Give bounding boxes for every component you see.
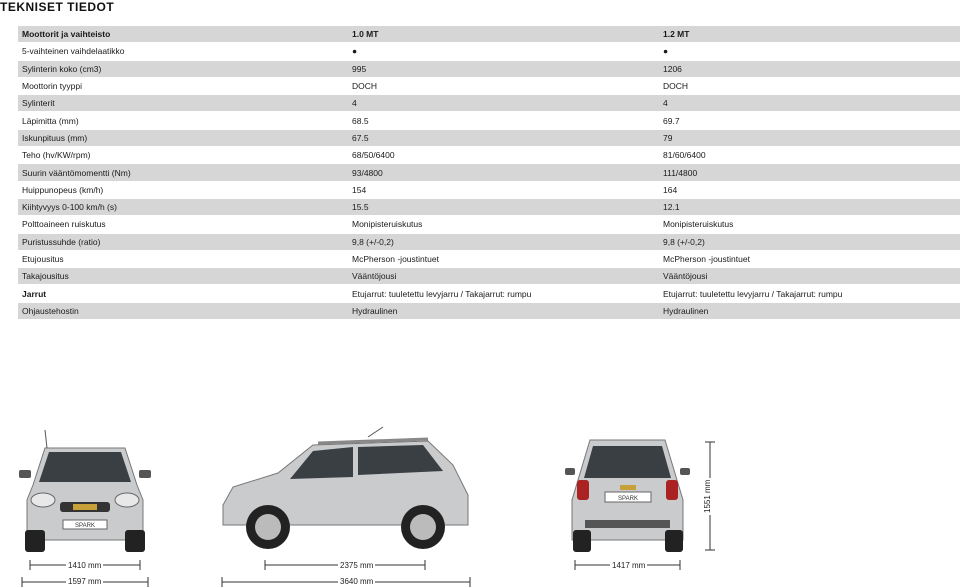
header-label: Moottorit ja vaihteisto [22, 29, 111, 40]
header-col-2: 1.2 MT [663, 29, 690, 40]
row-label: Puristussuhde (ratio) [22, 236, 101, 247]
table-row [18, 147, 960, 164]
table-row [18, 199, 960, 216]
length-label: 3640 mm [340, 577, 374, 586]
table-row [18, 251, 960, 268]
table-row [18, 78, 960, 95]
row-value-2: 164 [663, 184, 678, 195]
row-value-1: 995 [352, 63, 367, 74]
row-value-2: Hydraulinen [663, 305, 709, 316]
table-row [18, 164, 960, 181]
row-value-2: Monipisteruiskutus [663, 219, 734, 230]
car-rear-view [565, 430, 690, 555]
row-value-1: Vääntöjousi [352, 271, 397, 282]
row-value-1: McPherson -joustintuet [352, 254, 439, 264]
front-width-label: 1597 mm [68, 577, 102, 586]
car-side-view [218, 425, 473, 555]
height-label: 1551 mm [703, 479, 712, 513]
table-row [18, 285, 960, 302]
row-value-1: 67.5 [352, 132, 369, 143]
row-label: Sylinterit [22, 98, 55, 109]
row-value-2: Vääntöjousi [663, 271, 708, 282]
table-row [18, 216, 960, 233]
row-label: Huippunopeus (km/h) [22, 184, 104, 195]
row-label: Takajousitus [22, 271, 69, 282]
row-value-1: 4 [352, 98, 357, 109]
row-value-1: 154 [352, 184, 367, 195]
row-value-1: 68/50/6400 [352, 150, 395, 161]
row-value-1: Monipisteruiskutus [352, 219, 423, 230]
table-row [18, 268, 960, 285]
row-value-2: Etujarrut: tuuletettu levyjarru / Takajarrut: rumpu [663, 288, 843, 299]
row-value-1: 15.5 [352, 202, 369, 213]
car-front-view [15, 430, 155, 555]
rear-track-label: 1417 mm [612, 561, 646, 570]
front-track-label: 1410 mm [68, 561, 102, 570]
table-row [18, 43, 960, 60]
row-value-2: ● [663, 46, 669, 57]
spec-table [18, 26, 960, 320]
row-label: Läpimitta (mm) [22, 115, 79, 126]
row-label: Suurin vääntömomentti (Nm) [22, 167, 131, 178]
row-value-2: DOCH [663, 81, 689, 92]
table-header [18, 26, 960, 43]
row-value-2: 12.1 [663, 202, 680, 213]
row-value-1: 9,8 (+/-0,2) [352, 236, 394, 247]
row-value-2: 81/60/6400 [663, 150, 706, 161]
row-label: Etujousitus [22, 254, 64, 264]
row-value-1: DOCH [352, 81, 378, 92]
row-label: 5-vaihteinen vaihdelaatikko [22, 46, 125, 57]
row-label: Sylinterin koko (cm3) [22, 63, 102, 74]
row-value-1: ● [352, 46, 358, 57]
wheelbase-label: 2375 mm [340, 561, 374, 570]
table-row [18, 234, 960, 251]
table-row [18, 130, 960, 147]
table-row [18, 303, 960, 320]
table-row [18, 95, 960, 112]
row-value-2: 111/4800 [663, 167, 698, 178]
rear-plate: SPARK [618, 496, 638, 502]
page-title: TEKNISET TIEDOT [0, 0, 115, 14]
row-value-2: 79 [663, 132, 673, 143]
row-label: Moottorin tyyppi [22, 81, 82, 92]
row-label: Iskunpituus (mm) [22, 132, 88, 143]
row-value-2: 1206 [663, 63, 682, 74]
row-label: Teho (hv/KW/rpm) [22, 150, 91, 161]
table-row [18, 61, 960, 78]
front-plate: SPARK [75, 523, 95, 529]
row-value-1: Etujarrut: tuuletettu levyjarru / Takajarrut: rumpu [352, 288, 532, 299]
row-value-2: 9,8 (+/-0,2) [663, 236, 705, 247]
table-row [18, 182, 960, 199]
row-label: Ohjaustehostin [22, 305, 79, 316]
dimension-lines [0, 540, 960, 587]
row-value-2: McPherson -joustintuet [663, 254, 750, 264]
row-value-1: Hydraulinen [352, 305, 398, 316]
table-row [18, 112, 960, 129]
row-value-1: 68.5 [352, 115, 369, 126]
row-label: Jarrut [22, 288, 47, 299]
row-label: Kiihtyvyys 0-100 km/h (s) [22, 202, 117, 213]
row-value-2: 69.7 [663, 115, 680, 126]
row-label: Polttoaineen ruiskutus [22, 219, 106, 230]
row-value-1: 93/4800 [352, 167, 383, 178]
header-col-1: 1.0 MT [352, 29, 379, 40]
row-value-2: 4 [663, 98, 668, 109]
